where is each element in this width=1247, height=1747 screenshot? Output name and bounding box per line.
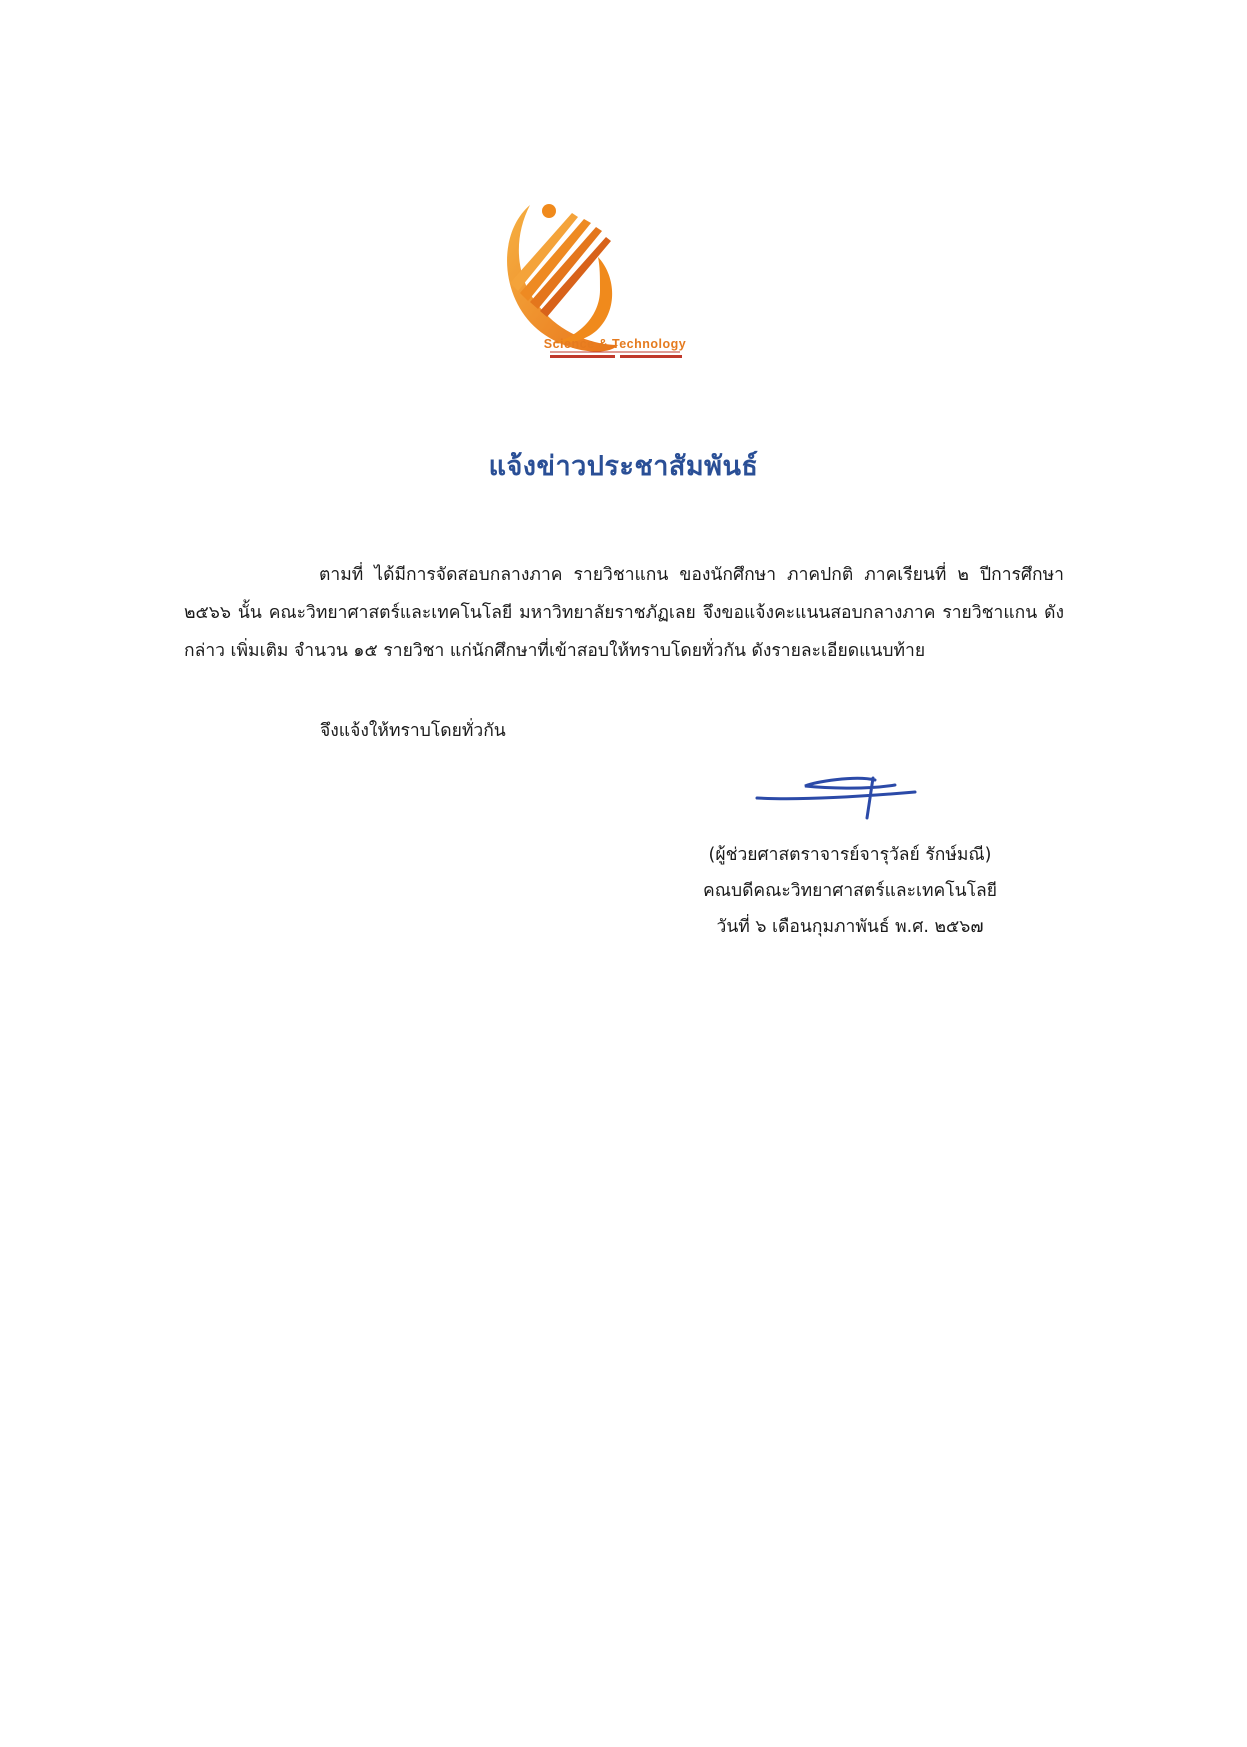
announcement-paragraph: ตามที่ ได้มีการจัดสอบกลางภาค รายวิชาแกน ของนักศึกษา ภาคปกติ ภาคเรียนที่ ๒ ปีการศึกษา ๒๕๖๖ นั้น คณะวิทยาศาสตร์และเทคโนโลยี มหาวิทยาลัยราชภัฏเลย จึงขอแจ้งคะแนนสอบกลางภาค รายวิชาแกน ดังกล่าว เพิ่มเติม จำนวน ๑๕ รายวิชา แก่นักศึกษาที่เข้าสอบให้ทราบโดยทั่วกัน ดังรายละเอียดแนบท้าย xyxy=(184,565,1064,661)
signer-name: (ผู้ช่วยศาสตราจารย์จารุวัลย์ รักษ์มณี) xyxy=(708,845,992,865)
signer-block xyxy=(655,837,1045,945)
signature-icon xyxy=(755,770,955,830)
page-title: แจ้งข่าวประชาสัมพันธ์ xyxy=(488,451,759,482)
announcement-body xyxy=(184,556,1064,670)
logo-text: Science & Technology xyxy=(543,337,687,351)
signer-date: วันที่ ๖ เดือนกุมภาพันธ์ พ.ศ. ๒๕๖๗ xyxy=(716,917,984,937)
signer-position: คณบดีคณะวิทยาศาสตร์และเทคโนโลยี xyxy=(703,881,997,901)
closing-sentence: จึงแจ้งให้ทราบโดยทั่วกัน xyxy=(320,721,506,741)
science-technology-logo-icon xyxy=(490,195,740,420)
